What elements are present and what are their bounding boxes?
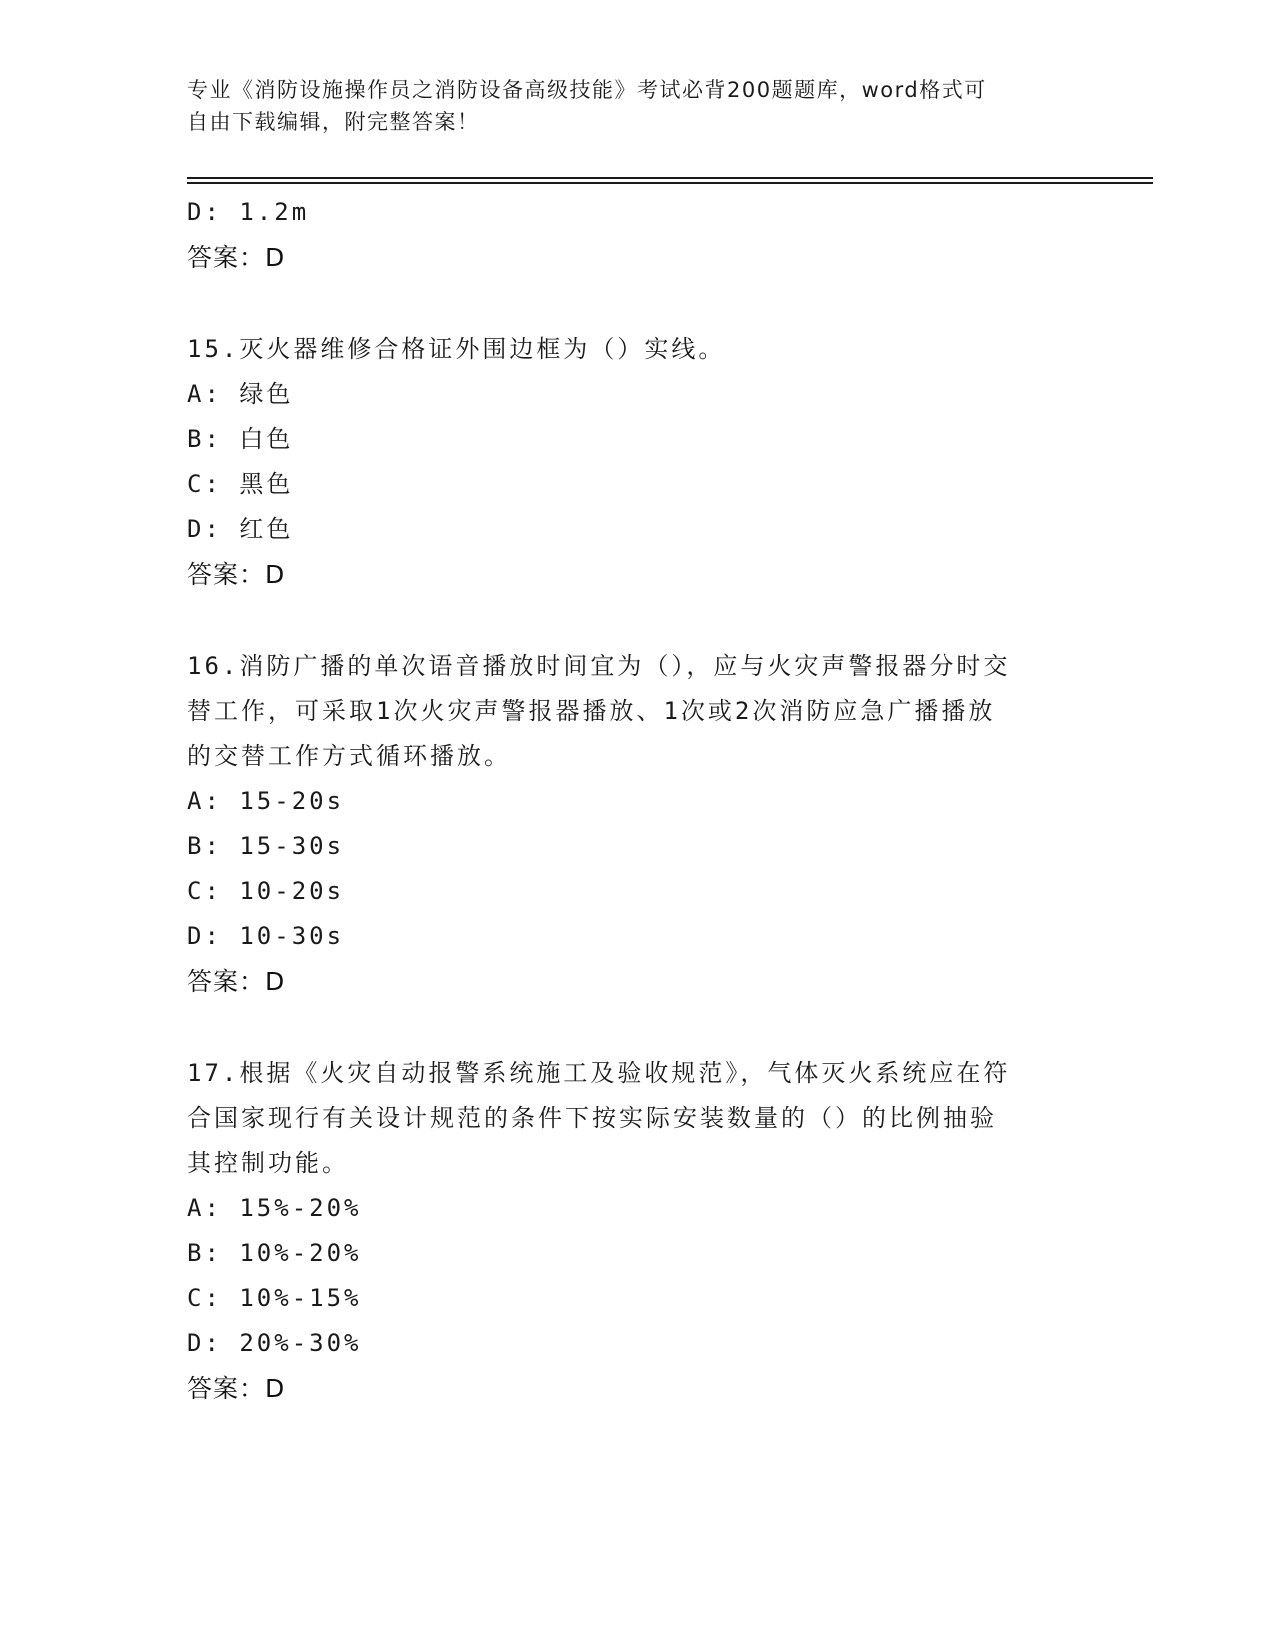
spacer [187, 1004, 1087, 1051]
stem-line: 替工作，可采取1次火灾声警报器播放、1次或2次消防应急广播播放 [187, 697, 996, 725]
question-stem [187, 1051, 1067, 1186]
option-b: B: 白色 [187, 425, 294, 453]
document-header [187, 74, 1067, 138]
option-d: D: 1.2m [187, 198, 310, 226]
answer-line: 答案：D [187, 243, 286, 272]
stem-line: 16.消防广播的单次语音播放时间宜为（），应与火灾声警报器分时交 [187, 652, 1011, 680]
header-line-1: 专业《消防设施操作员之消防设备高级技能》考试必背200题题库，word格式可 [187, 78, 987, 102]
option-d: D: 10-30s [187, 922, 345, 950]
spacer [187, 280, 1087, 327]
question-17 [187, 1051, 1087, 1411]
answer-line: 答案：D [187, 560, 286, 589]
stem-line: 其控制功能。 [187, 1149, 349, 1177]
header-divider-top [187, 177, 1153, 179]
answer-line: 答案：D [187, 1374, 286, 1403]
option-b: B: 15-30s [187, 832, 345, 860]
answer-line: 答案：D [187, 967, 286, 996]
option-a: A: 绿色 [187, 380, 294, 408]
option-a: A: 15%-20% [187, 1194, 362, 1222]
question-15 [187, 327, 1087, 597]
stem-line: 17.根据《火灾自动报警系统施工及验收规范》，气体灭火系统应在符 [187, 1059, 1011, 1087]
question-stem [187, 327, 1067, 372]
option-a: A: 15-20s [187, 787, 345, 815]
stem-line: 15.灭火器维修合格证外围边框为（）实线。 [187, 335, 726, 363]
question-carryover [187, 190, 1087, 280]
question-list [187, 190, 1087, 1411]
option-d: D: 红色 [187, 515, 294, 543]
question-stem [187, 644, 1067, 779]
header-divider-bottom [187, 182, 1153, 184]
question-16 [187, 644, 1087, 1004]
spacer [187, 597, 1087, 644]
stem-line: 合国家现行有关设计规范的条件下按实际安装数量的（）的比例抽验 [187, 1104, 997, 1132]
option-c: C: 10-20s [187, 877, 345, 905]
option-d: D: 20%-30% [187, 1329, 362, 1357]
stem-line: 的交替工作方式循环播放。 [187, 742, 511, 770]
option-c: C: 黑色 [187, 470, 294, 498]
header-line-2: 自由下载编辑，附完整答案！ [187, 110, 480, 134]
option-c: C: 10%-15% [187, 1284, 362, 1312]
option-b: B: 10%-20% [187, 1239, 362, 1267]
